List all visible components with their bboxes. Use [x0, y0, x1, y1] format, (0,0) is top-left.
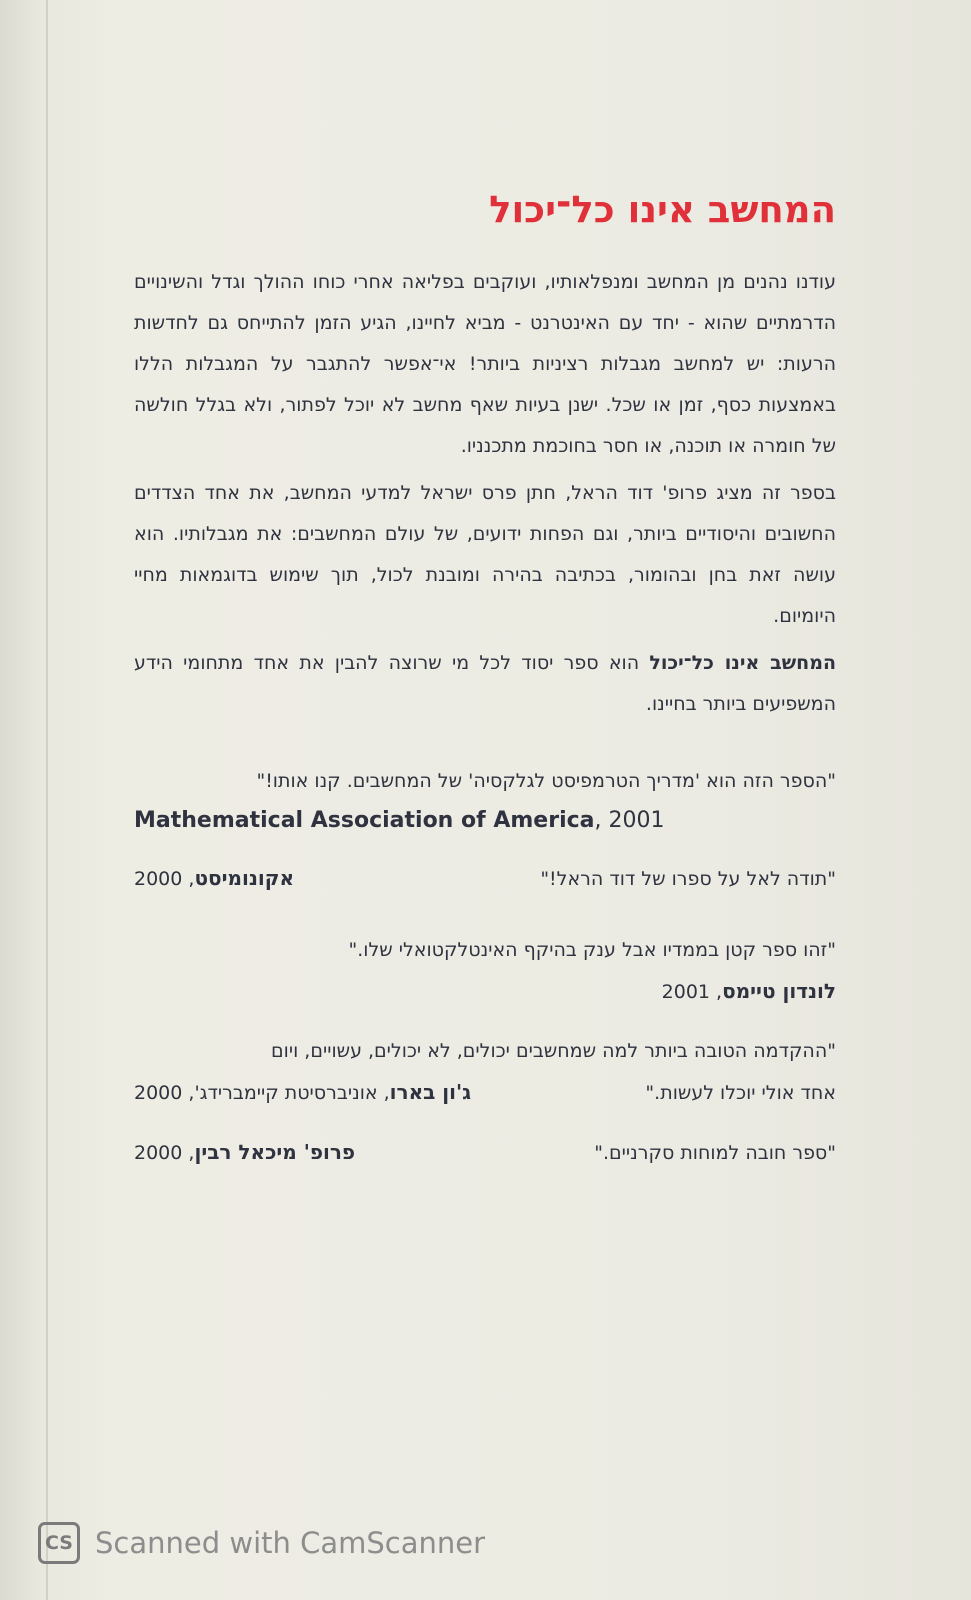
quote-3-source	[134, 971, 836, 1013]
camscanner-logo-icon: CS	[38, 1522, 80, 1564]
cover-text-block	[134, 188, 836, 1174]
quote-2	[134, 858, 836, 900]
quote-5-source	[134, 1132, 355, 1174]
quote-5-source-name: פרופ' מיכאל רבין	[194, 1140, 356, 1165]
quote-1-text: "הספר הזה הוא 'מדריך הטרמפיסט לגלקסיה' של המחשבים. קנו אותו!"	[256, 770, 836, 793]
book-title: המחשב אינו כל־יכול	[489, 188, 836, 231]
blurb-bold-title: המחשב אינו כל־יכול	[649, 652, 836, 675]
blurb-paragraph-2: בספר זה מציג פרופ' דוד הראל, חתן פרס ישראל למדעי המחשב, את אחד הצדדים החשובים והיסודיים ביותר, וגם הפחות ידועים, של עולם המחשבים: את מגבלותיו. הוא עושה זאת בחן ובהומור, בכתיבה בהירה ומובנת לכול, תוך שימוש בדוגמאות מחיי היומיום.	[134, 482, 836, 628]
quote-3-text: "זהו ספר קטן בממדיו אבל ענק בהיקף האינטלקטואלי שלו."	[348, 939, 836, 962]
quote-4-text-line2: אחד אולי יוכלו לעשות."	[645, 1082, 836, 1105]
quote-1-source	[134, 802, 836, 840]
quote-2-source	[134, 858, 294, 900]
quote-2-source-name: אקונומיסט	[194, 866, 295, 891]
quote-1-year: , 2001	[594, 808, 665, 834]
quote-4-source	[134, 1072, 471, 1114]
quote-2-text: "תודה לאל על ספרו של דוד הראל!"	[540, 868, 836, 891]
quote-3-source-name: לונדון טיימס	[722, 979, 836, 1004]
quote-4-year: , אוניברסיטת קיימברידג', 2000	[134, 1082, 390, 1105]
camscanner-watermark-text: Scanned with CamScanner	[95, 1526, 486, 1560]
quote-2-year: , 2000	[134, 868, 195, 891]
blurb-closing-text: הוא ספר יסוד לכל מי שרוצה להבין את אחד מתחומי הידע המשפיעים ביותר בחיינו.	[134, 652, 836, 716]
quote-4-text-line1: "ההקדמה הטובה ביותר למה שמחשבים יכולים, לא יכולים, עשויים, ויום	[271, 1040, 836, 1063]
quote-4	[134, 1072, 836, 1114]
review-quotes	[134, 761, 836, 1174]
quote-5-year: , 2000	[134, 1142, 195, 1165]
quote-5-text: "ספר חובה למוחות סקרניים."	[594, 1142, 836, 1165]
spine-edge	[46, 0, 48, 1600]
quote-4-source-name: ג'ון בארו	[389, 1080, 472, 1105]
quote-1-source-name: Mathematical Association of America	[134, 808, 595, 834]
quote-5	[134, 1132, 836, 1174]
quote-3-year: , 2001	[661, 981, 723, 1004]
blurb-paragraph-1: עודנו נהנים מן המחשב ומנפלאותיו, ועוקבים בפליאה אחרי כוחו ההולך וגדל והשינויים הדרמתיים שהוא - יחד עם האינטרנט - מביא לחיינו, הגיע הזמן להתייחס גם לחדשות הרעות: יש למחשב מגבלות רציניות ביותר! אי־אפשר להתגבר על המגבלות הללו באמצעות כסף, זמן או שכל. ישנן בעיות שאף מחשב לא יוכל לפתור, ולא בגלל חולשה של חומרה או תוכנה, או חסר בחוכמת מתכנניו.	[134, 271, 836, 458]
blurb-paragraph-3	[134, 643, 836, 725]
